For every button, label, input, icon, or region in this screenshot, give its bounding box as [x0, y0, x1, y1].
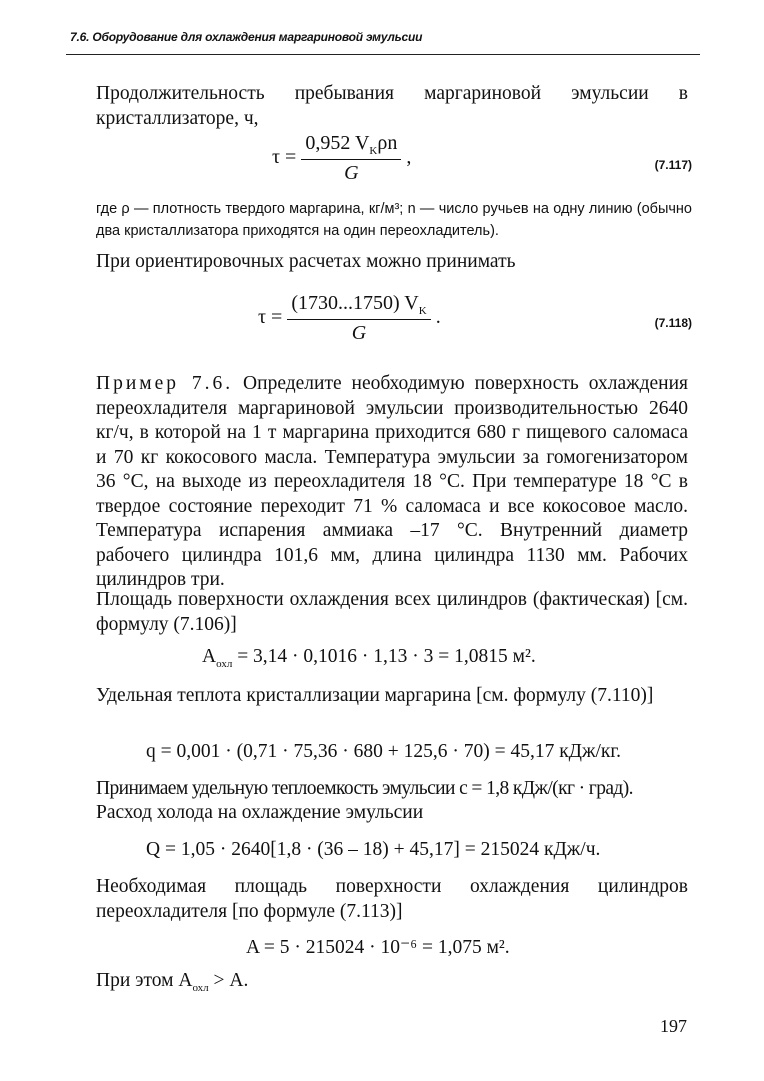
header-rule — [66, 54, 700, 55]
formula-tail: , — [406, 146, 412, 169]
equation-cold: Q = 1,05 · 2640[1,8 · (36 – 18) + 45,17] = 215024 кДж/ч. — [146, 839, 601, 860]
paragraph-residence-time: Продолжительность пребывания маргариновой эмульсии в кристаллизаторе, ч, — [96, 83, 688, 129]
formula-denominator: G — [344, 162, 359, 184]
equation-area: $A_{охл} = 3,14 \cdot 0,1016 \cdot 1,13 \cdot 3 = 1,0815$ м². — [202, 646, 536, 670]
example-text: Определите необходимую поверхность охлаждения переохладителя маргариновой эмульсии производительностью 2640 кг/ч, в которой на 1 т маргарина приходится 680 г пищевого саломаса и 70 кг кокосового масла. Температура эмульсии за гомогенизатором 36 °С, на выходе из переохладителя 18 °С. При температуре 18 °С в твердое состояние переходит 71 % саломаса и все кокосовое масло. Температура испарения аммиака –17 °С. Внутренний диаметр рабочего цилиндра 101,6 мм, длина цилиндра 1130 мм. Рабочих цилиндров три. — [96, 373, 688, 590]
formula-fraction — [287, 292, 430, 345]
formula-lhs: τ = — [272, 146, 297, 169]
paragraph-heat: Удельная теплота кристаллизации маргарина [см. формулу (7.110)] — [96, 685, 654, 706]
running-header: 7.6. Оборудование для охлаждения маргариновой эмульсии — [70, 30, 423, 44]
formula-denominator: G — [351, 322, 367, 344]
formula-7-118 — [258, 292, 441, 345]
equation-number: (7.117) — [654, 158, 692, 172]
paragraph-heat-capacity: Принимаем удельную теплоемкость эмульсии c = 1,8 кДж/(кг · град). — [96, 778, 633, 799]
formula-lhs: τ = — [258, 306, 283, 329]
equation-required-area: A = 5 · 215024 · 10⁻⁶ = 1,075 м². — [246, 937, 510, 958]
page-number: 197 — [660, 1016, 687, 1036]
example-7-6 — [96, 372, 688, 593]
equation-number: (7.118) — [654, 316, 692, 330]
paragraph-area: Площадь поверхности охлаждения всех цилиндров (фактическая) [см. формулу (7.106)] — [96, 589, 688, 635]
formula-7-117 — [272, 132, 411, 185]
paragraph-required-area: Необходимая площадь поверхности охлаждения цилиндров переохладителя [по формуле (7.113)] — [96, 876, 688, 922]
formula-tail: . — [435, 306, 441, 329]
formula-numerator: (1730...1750) $V_K$ — [287, 292, 430, 320]
equation-heat: q = 0,001 · (0,71 · 75,36 · 680 + 125,6 · 70) = 45,17 кДж/кг. — [146, 741, 622, 762]
example-label: Пример 7.6. — [96, 373, 234, 394]
formula-fraction — [301, 132, 401, 185]
formula-numerator: 0,952 $V_K\rho n$ — [301, 132, 401, 160]
paragraph-approx: При ориентировочных расчетах можно принимать — [96, 251, 516, 272]
paragraph-conclusion: При этом $A_{охл} > A$. — [96, 970, 249, 994]
note-density: где ρ — плотность твердого маргарина, кг/м³; n — число ручьев на одну линию (обычно два кристаллизатора приходятся на один переохладитель). — [96, 201, 692, 239]
paragraph-cold: Расход холода на охлаждение эмульсии — [96, 802, 424, 823]
